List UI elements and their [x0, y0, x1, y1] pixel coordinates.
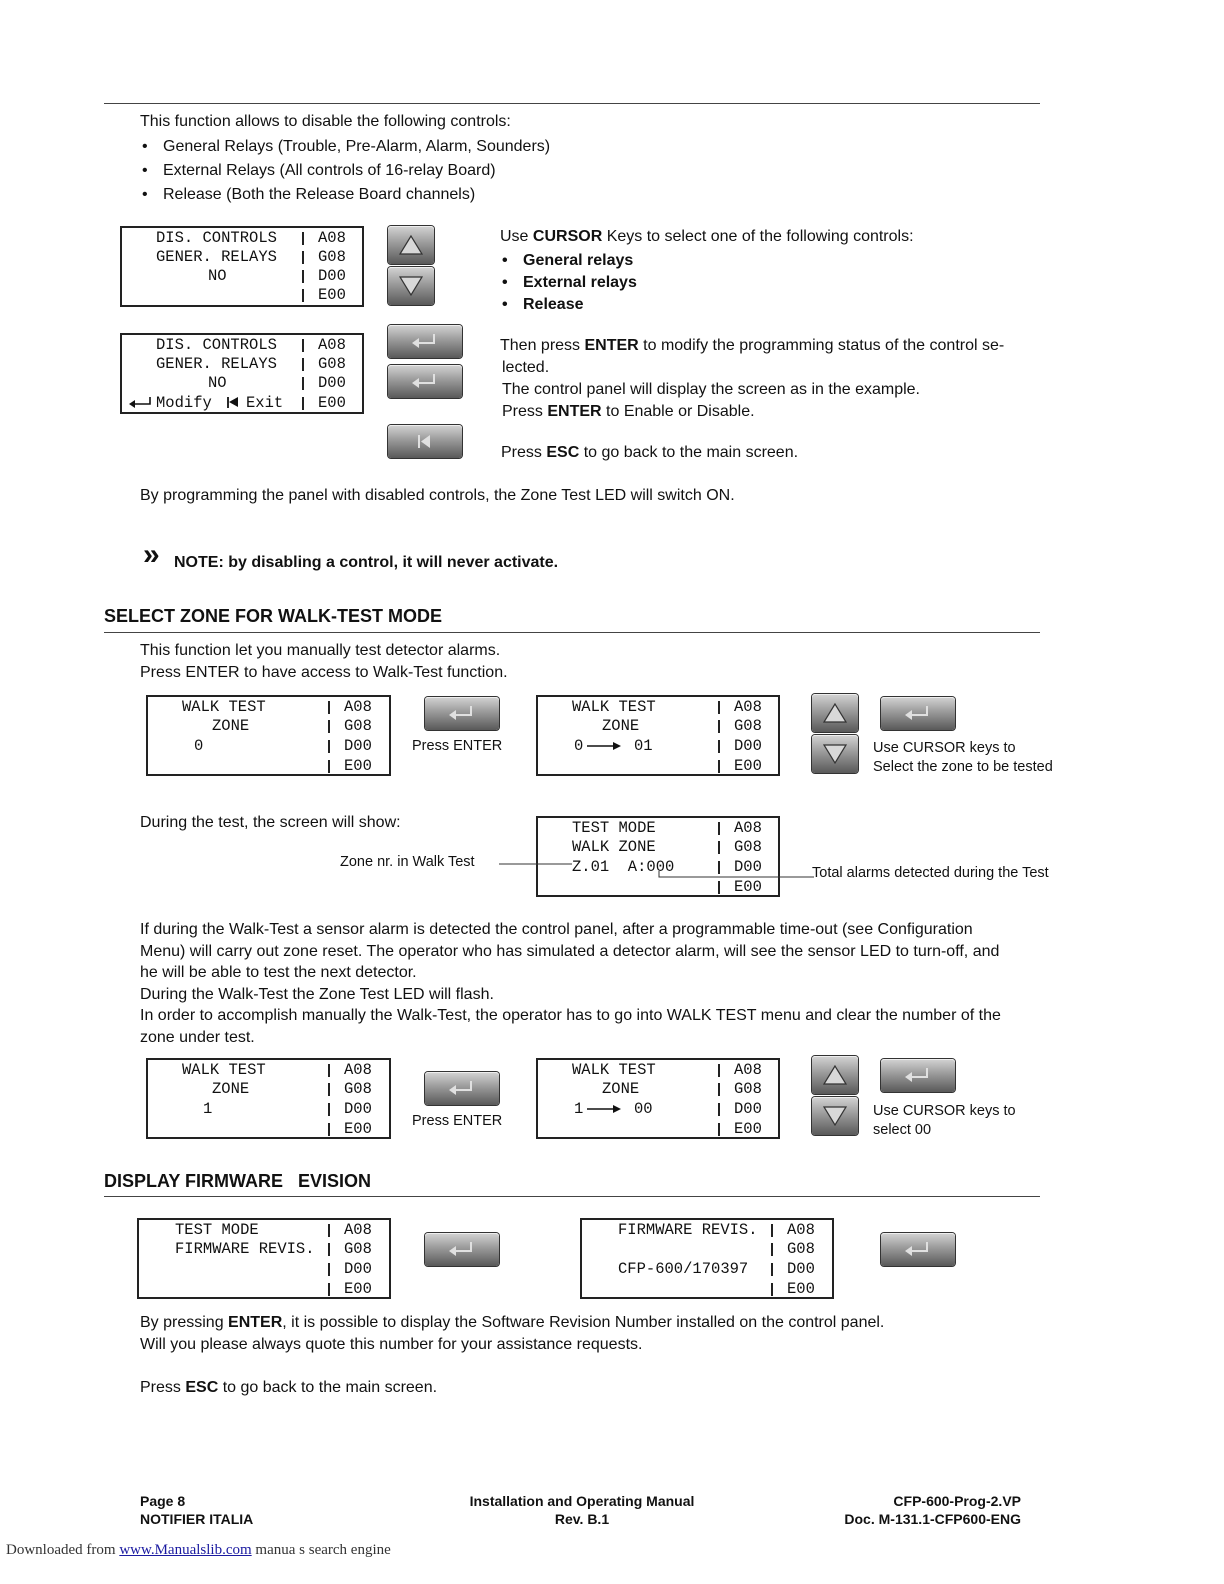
lcd-text: TEST MODE	[175, 1221, 259, 1239]
note-text: NOTE: by disabling a control, it will never activate.	[174, 554, 559, 571]
cursor-down-key[interactable]	[812, 1097, 858, 1135]
lcd-status: G08	[344, 1240, 372, 1258]
download-footer	[6, 1542, 391, 1559]
arrow-right-icon	[586, 1103, 622, 1115]
enter-icon	[881, 1059, 955, 1092]
lcd-status: D00	[734, 858, 762, 876]
company-name: NOTIFIER ITALIA	[140, 1511, 254, 1527]
lcd-text: TEST MODE	[572, 819, 656, 837]
text: he will be able to test the next detector.	[140, 964, 417, 981]
lcd-text: WALK ZONE	[572, 838, 656, 856]
press-enter-label: Press ENTER	[412, 738, 503, 754]
lcd-status: G08	[734, 1080, 762, 1098]
lcd-value: 1	[203, 1100, 213, 1118]
control-option: • Release	[500, 294, 914, 316]
lcd-value: 00	[634, 1100, 653, 1118]
lcd-text: ZONE	[602, 717, 640, 735]
intro-item: • External Relays (All controls of 16-relay Board)	[140, 160, 550, 182]
lcd-status: A08	[344, 1061, 372, 1079]
intro-lead: This function allows to disable the following controls:	[140, 113, 511, 130]
doc-number: Doc. M-131.1-CFP600-ENG	[844, 1511, 1021, 1527]
text: Will you please always quote this number for your assistance requests.	[140, 1336, 643, 1353]
lcd-status: D00	[344, 1260, 372, 1278]
text: Press	[502, 403, 548, 420]
lcd-status: A08	[318, 336, 346, 354]
text: select 00	[873, 1122, 932, 1138]
firmware-text	[140, 1312, 884, 1356]
text: Menu) will carry out zone reset. The operator who has simulated a detector alarm, will see the sensor LED to turn-off, and	[140, 942, 1000, 960]
lcd-status: E00	[344, 1280, 372, 1298]
lcd-status: E00	[318, 286, 346, 304]
total-alarms-label: Total alarms detected during the Test	[812, 865, 1049, 881]
text: Downloaded from	[6, 1542, 120, 1558]
text: Use CURSOR keys to	[873, 740, 1016, 756]
lcd-text: GENER. RELAYS	[156, 355, 277, 373]
lcd-status: D00	[344, 1100, 372, 1118]
lcd-status: E00	[344, 757, 372, 775]
control-option: • External relays	[500, 272, 914, 294]
lcd-text: GENER. RELAYS	[156, 248, 277, 266]
text: to go back to the main screen.	[579, 444, 799, 461]
text: In order to accomplish manually the Walk-Test, the operator has to go into WALK TEST menu and clear the number of the	[140, 1007, 1001, 1024]
lcd-text: FIRMWARE REVIS.	[175, 1240, 315, 1258]
lcd-text: ZONE	[212, 1080, 250, 1098]
lcd-status: A08	[344, 698, 372, 716]
firmware-esc-instruction	[140, 1377, 437, 1399]
lcd-value: 0	[194, 737, 204, 755]
enter-icon	[881, 1233, 955, 1266]
lcd-status: G08	[344, 717, 372, 735]
lcd-status: G08	[787, 1240, 815, 1258]
lcd-status: G08	[734, 838, 762, 856]
zone-nr-label: Zone nr. in Walk Test	[340, 854, 475, 870]
during-test-text: During the test, the screen will show:	[140, 814, 401, 831]
text: to Enable or Disable.	[601, 403, 755, 420]
walk-test-paragraph	[140, 919, 1001, 1048]
text: Press	[140, 1379, 186, 1396]
lcd-status: E00	[734, 757, 762, 775]
lcd-walk-test-3	[146, 1058, 391, 1139]
lcd-value: Z.01 A:000	[572, 858, 675, 876]
text: This function let you manually test detector alarms.	[140, 642, 501, 659]
text: Press ENTER to have access to Walk-Test function.	[140, 664, 508, 681]
lcd-status: D00	[734, 1100, 762, 1118]
text: Use	[500, 228, 533, 245]
lcd-text: FIRMWARE REVIS.	[618, 1221, 758, 1239]
cursor-hint-2	[873, 1102, 1016, 1140]
text-bold: ENTER	[547, 403, 602, 420]
zone-led-text: By programming the panel with disabled controls, the Zone Test LED will switch ON.	[140, 487, 735, 504]
lcd-text: DIS. CONTROLS	[156, 336, 277, 354]
lcd-walk-test-4	[536, 1058, 780, 1139]
lcd-status: E00	[344, 1120, 372, 1138]
enter-key[interactable]	[881, 1059, 955, 1092]
manual-title: Installation and Operating Manual	[469, 1493, 695, 1509]
enter-key[interactable]	[425, 1233, 499, 1266]
text: If during the Walk-Test a sensor alarm is detected the control panel, after a programmable time-out (see Configuration	[140, 921, 973, 938]
lcd-status: A08	[734, 698, 762, 716]
text: Then press	[500, 337, 585, 354]
lcd-status: G08	[344, 1080, 372, 1098]
lcd-text: ZONE	[602, 1080, 640, 1098]
text: Keys to select one of the following controls:	[602, 228, 914, 245]
text: The control panel will display the screen as in the example.	[502, 381, 920, 398]
enter-icon	[425, 1072, 499, 1105]
lcd-text: WALK TEST	[572, 698, 656, 716]
control-option: • General relays	[500, 250, 914, 272]
text: manua s search engine	[251, 1542, 391, 1558]
lcd-firmware-version: CFP-600/170397	[618, 1260, 749, 1278]
lcd-status: E00	[318, 394, 346, 412]
lcd-status: G08	[318, 248, 346, 266]
lcd-firmware-revision	[580, 1218, 834, 1299]
lcd-status: E00	[734, 1120, 762, 1138]
lcd-text: DIS. CONTROLS	[156, 229, 277, 247]
text: Press	[501, 444, 547, 461]
enter-key[interactable]	[425, 1072, 499, 1105]
lcd-text: WALK TEST	[182, 698, 266, 716]
section-rule	[104, 1196, 1040, 1197]
lcd-text: WALK TEST	[572, 1061, 656, 1079]
text: Select the zone to be tested	[873, 759, 1053, 775]
down-arrow-icon	[812, 1097, 858, 1135]
text: zone under test.	[140, 1028, 255, 1046]
firmware-heading: DISPLAY FIRMWARE EVISION	[104, 1171, 372, 1191]
cursor-up-key[interactable]	[812, 1056, 858, 1094]
lcd-status: A08	[787, 1221, 815, 1239]
footer-left	[140, 1492, 253, 1528]
text: lected.	[502, 359, 550, 376]
note-symbol: »	[143, 538, 160, 571]
text: to modify the programming status of the control se-	[638, 337, 1005, 354]
lcd-status: D00	[734, 737, 762, 755]
lcd-status: D00	[787, 1260, 815, 1278]
enter-icon	[425, 1233, 499, 1266]
intro-item: • Release (Both the Release Board channels)	[140, 184, 550, 206]
intro-item: • General Relays (Trouble, Pre-Alarm, Alarm, Sounders)	[140, 136, 550, 158]
footer-right	[800, 1492, 1021, 1528]
lcd-value: 1	[574, 1100, 584, 1118]
lcd-status: G08	[318, 355, 346, 373]
revision: Rev. B.1	[554, 1511, 610, 1527]
lcd-status: A08	[344, 1221, 372, 1239]
lcd-value: NO	[208, 267, 227, 285]
lcd-status: A08	[734, 819, 762, 837]
lcd-status: D00	[318, 267, 346, 285]
lcd-value: NO	[208, 374, 227, 392]
lcd-modify-label: Modify	[156, 394, 212, 412]
footer-center	[462, 1492, 702, 1528]
lcd-status: E00	[734, 878, 762, 896]
lcd-status: A08	[734, 1061, 762, 1079]
lcd-text: ZONE	[212, 717, 250, 735]
press-enter-label: Press ENTER	[412, 1113, 503, 1129]
lcd-text: WALK TEST	[182, 1061, 266, 1079]
walk-test-heading: SELECT ZONE FOR WALK-TEST MODE	[104, 606, 442, 626]
file-name: CFP-600-Prog-2.VP	[893, 1493, 1021, 1509]
lcd-status: D00	[344, 737, 372, 755]
page-number: Page 8	[140, 1493, 186, 1509]
text-bold: ENTER	[228, 1314, 283, 1331]
text: Use CURSOR keys to	[873, 1103, 1016, 1119]
lcd-firmware-menu	[137, 1218, 391, 1299]
up-arrow-icon	[812, 1056, 858, 1094]
text-bold: ENTER	[584, 337, 639, 354]
text: to go back to the main screen.	[218, 1379, 438, 1396]
lcd-status: E00	[787, 1280, 815, 1298]
lcd-value: 0	[574, 737, 584, 755]
lcd-status: A08	[318, 229, 346, 247]
lcd-value: 01	[634, 737, 653, 755]
text-bold: ESC	[546, 444, 580, 461]
lcd-exit-label: Exit	[246, 394, 284, 412]
lcd-status: D00	[318, 374, 346, 392]
text-bold: CURSOR	[532, 228, 603, 245]
text: , it is possible to display the Software Revision Number installed on the control panel.	[282, 1314, 885, 1331]
manualslib-link[interactable]: www.Manualslib.com	[119, 1542, 252, 1558]
enter-key[interactable]	[881, 1233, 955, 1266]
text: During the Walk-Test the Zone Test LED will flash.	[140, 985, 494, 1003]
lcd-status: G08	[734, 717, 762, 735]
text-bold: ESC	[185, 1379, 219, 1396]
text: By pressing	[140, 1314, 229, 1331]
